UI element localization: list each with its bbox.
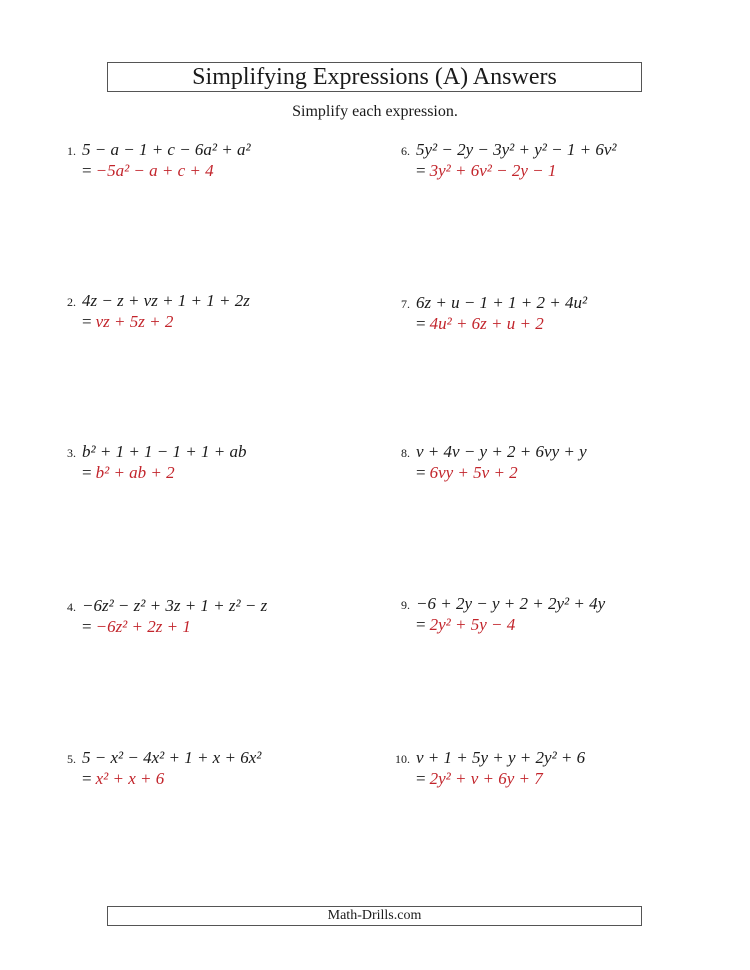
problem-number: 6. <box>401 144 410 158</box>
equals-sign: = <box>416 615 426 634</box>
problem-answer: −6z² + 2z + 1 <box>95 617 191 636</box>
equals-sign: = <box>82 463 92 482</box>
problem-number: 1. <box>67 144 76 158</box>
problem-question: v + 4v − y + 2 + 6vy + y <box>416 442 587 461</box>
problem-question: −6z² − z² + 3z + 1 + z² − z <box>82 596 268 615</box>
problem-question: 5 − x² − 4x² + 1 + x + 6x² <box>82 748 262 767</box>
problem-number: 3. <box>67 446 76 460</box>
problem-question: 5 − a − 1 + c − 6a² + a² <box>82 140 251 159</box>
problem-answer: −5a² − a + c + 4 <box>95 161 214 180</box>
equals-sign: = <box>416 769 426 788</box>
problem-question: b² + 1 + 1 − 1 + 1 + ab <box>82 442 247 461</box>
problem-2 <box>56 291 356 332</box>
equals-sign: = <box>82 161 92 180</box>
problem-4 <box>56 596 356 637</box>
problem-answer: 6vy + 5v + 2 <box>429 463 518 482</box>
problem-answer: 2y² + v + 6y + 7 <box>429 769 543 788</box>
problem-number: 2. <box>67 295 76 309</box>
problem-answer: 3y² + 6v² − 2y − 1 <box>429 161 557 180</box>
equals-sign: = <box>82 312 92 331</box>
problem-number: 9. <box>401 598 410 612</box>
problem-6 <box>390 140 690 181</box>
problem-question: 5y² − 2y − 3y² + y² − 1 + 6v² <box>416 140 617 159</box>
problem-answer: b² + ab + 2 <box>95 463 175 482</box>
problem-question: 4z − z + vz + 1 + 1 + 2z <box>82 291 250 310</box>
problem-3 <box>56 442 356 483</box>
problem-number: 8. <box>401 446 410 460</box>
problem-number: 4. <box>67 600 76 614</box>
problem-question: −6 + 2y − y + 2 + 2y² + 4y <box>416 594 606 613</box>
problem-9 <box>390 594 690 635</box>
problem-question: 6z + u − 1 + 1 + 2 + 4u² <box>416 293 588 312</box>
equals-sign: = <box>416 161 426 180</box>
problem-answer: vz + 5z + 2 <box>95 312 174 331</box>
worksheet-title: Simplifying Expressions (A) Answers <box>107 62 642 92</box>
problem-1 <box>56 140 356 181</box>
equals-sign: = <box>416 314 426 333</box>
equals-sign: = <box>82 769 92 788</box>
problem-question: v + 1 + 5y + y + 2y² + 6 <box>416 748 586 767</box>
footer-site: Math-Drills.com <box>107 906 642 926</box>
problem-number: 10. <box>395 752 410 766</box>
problem-number: 7. <box>401 297 410 311</box>
problem-5 <box>56 748 356 789</box>
problem-number: 5. <box>67 752 76 766</box>
problem-8 <box>390 442 690 483</box>
problem-answer: 2y² + 5y − 4 <box>429 615 516 634</box>
problem-answer: 4u² + 6z + u + 2 <box>429 314 544 333</box>
equals-sign: = <box>82 617 92 636</box>
instructions: Simplify each expression. <box>292 103 458 120</box>
problem-answer: x² + x + 6 <box>95 769 165 788</box>
problem-7 <box>390 293 690 334</box>
equals-sign: = <box>416 463 426 482</box>
problem-10 <box>390 748 690 789</box>
